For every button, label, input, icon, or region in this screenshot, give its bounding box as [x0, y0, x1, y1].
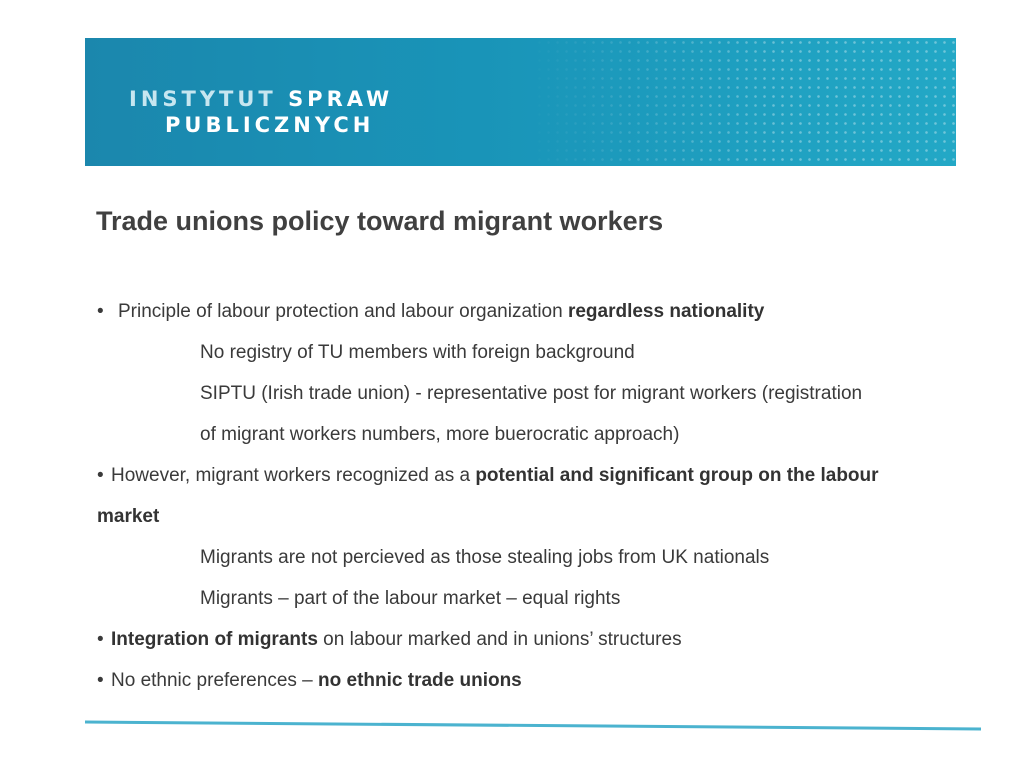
institute-logo [129, 86, 393, 138]
bullet-icon: • [97, 465, 104, 486]
slide-title: Trade unions policy toward migrant workers [96, 206, 664, 236]
sub-item-not-stealing-jobs: Migrants are not percieved as those stealing jobs from UK nationals [200, 547, 770, 568]
bullet-icon: • [97, 301, 104, 322]
sub-item-equal-rights: Migrants – part of the labour market – equal rights [200, 588, 621, 609]
bullet-potential-group-cont: market [97, 506, 160, 527]
slide-content [97, 297, 937, 707]
bullet-no-ethnic-preferences: • No ethnic preferences – no ethnic trade unions [97, 666, 937, 707]
bullet-potential-group: • However, migrant workers recognized as a potential and significant group on the labour [97, 461, 937, 502]
sub-item-siptu: SIPTU (Irish trade union) - representative post for migrant workers (registration [200, 383, 863, 404]
logo-line-1: INSTYTUT SPRAW [129, 87, 394, 111]
bullet-icon: • [97, 670, 104, 691]
sub-item-siptu-cont: of migrant workers numbers, more buerocratic approach) [200, 424, 680, 445]
sub-item-no-registry: No registry of TU members with foreign background [200, 342, 635, 363]
bullet-regardless-nationality: • Principle of labour protection and labour organization regardless nationality [97, 297, 937, 338]
bullet-icon: • [97, 629, 104, 650]
footer-divider-line [85, 718, 981, 732]
dot-pattern-decoration [526, 38, 956, 166]
bullet-integration: • Integration of migrants on labour marked and in unions’ structures [97, 625, 937, 666]
header-banner [85, 38, 956, 166]
logo-line-2: PUBLICZNYCH [165, 113, 375, 137]
